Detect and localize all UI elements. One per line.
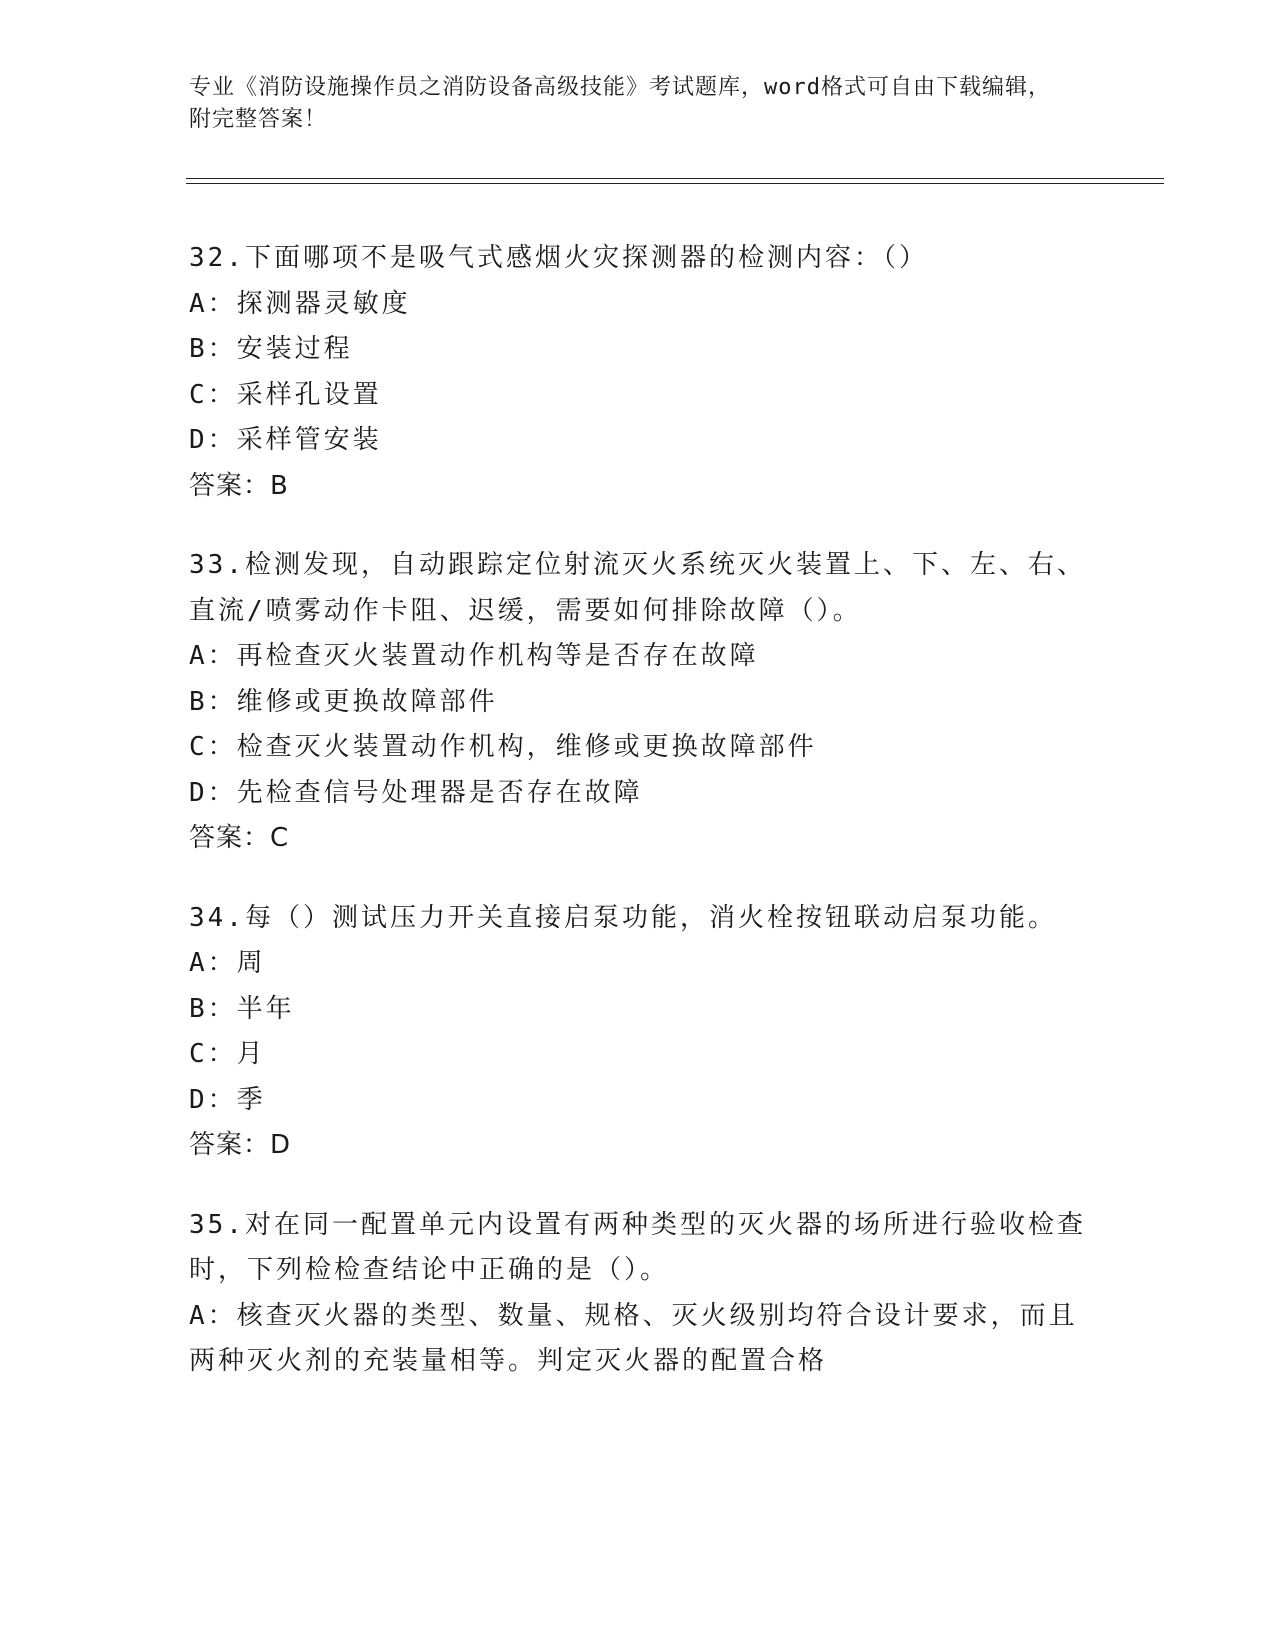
question-stem: 35.对在同一配置单元内设置有两种类型的灭火器的场所进行验收检查时，下列检检查结论中正确的是（）。 — [189, 1209, 1086, 1285]
option-d: D：季 — [189, 1084, 266, 1115]
question-32 — [189, 236, 1089, 509]
option-a: A：周 — [189, 948, 266, 978]
answer-line: 答案：C — [189, 823, 290, 853]
question-stem: 34.每（）测试压力开关直接启泵功能，消火栓按钮联动启泵功能。 — [189, 902, 1057, 933]
option-a: A：核查灭火器的类型、数量、规格、灭火级别均符合设计要求，而且两种灭火剂的充装量相等。判定灭火器的配置合格 — [189, 1300, 1078, 1376]
question-34 — [189, 896, 1089, 1169]
question-list — [189, 236, 1089, 1419]
option-b: B：维修或更换故障部件 — [189, 686, 498, 717]
option-c: C：采样孔设置 — [189, 379, 382, 410]
option-d: D：先检查信号处理器是否存在故障 — [189, 777, 643, 808]
option-a: A：再检查灭火装置动作机构等是否存在故障 — [189, 641, 759, 671]
option-c: C：检查灭火装置动作机构，维修或更换故障部件 — [189, 732, 817, 762]
question-stem: 33.检测发现，自动跟踪定位射流灭火系统灭火装置上、下、左、右、直流/喷雾动作卡阻、迟缓，需要如何排除故障（）。 — [189, 550, 1086, 626]
option-d: D：采样管安装 — [189, 425, 382, 455]
question-33 — [189, 543, 1089, 862]
option-b: B：安装过程 — [189, 334, 353, 364]
question-35 — [189, 1203, 1089, 1385]
answer-line: 答案：B — [189, 470, 289, 501]
answer-line: 答案：D — [189, 1130, 292, 1160]
question-stem: 32.下面哪项不是吸气式感烟火灾探测器的检测内容：（） — [189, 243, 928, 273]
document-header: 专业《消防设施操作员之消防设备高级技能》考试题库，word格式可自由下载编辑，附完整答案！ — [189, 75, 1051, 132]
option-b: B：半年 — [189, 993, 295, 1024]
option-a: A：探测器灵敏度 — [189, 288, 411, 319]
option-c: C：月 — [189, 1039, 266, 1069]
header-divider — [186, 178, 1164, 184]
